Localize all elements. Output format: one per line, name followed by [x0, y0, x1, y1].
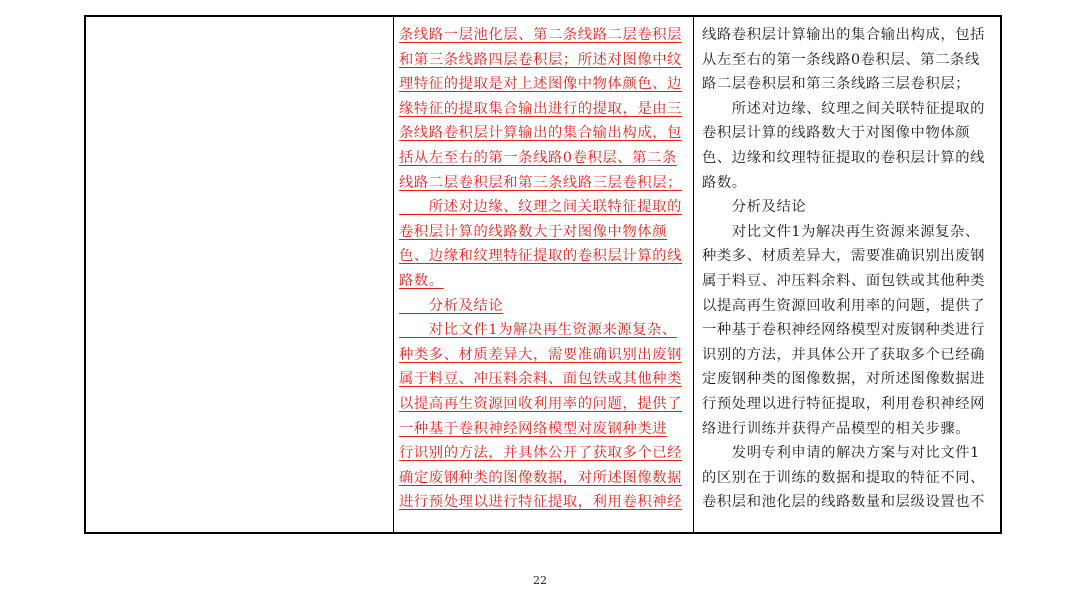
text-line: 括从左至右的第一条线路0卷积层、第二条 [399, 149, 677, 166]
text-line: 种类多、材质差异大，需要准确识别出废钢 [702, 248, 986, 265]
text-line: 卷积层和池化层的线路数量和层级设置也不 [702, 494, 986, 511]
text-line: 确定废钢种类的图像数据，对所述图像数据 [399, 469, 683, 486]
text-line: 卷积层计算的线路数大于对图像中物体颜 [399, 223, 668, 240]
text-line: 络进行训练并获得产品模型的相关步骤。 [702, 420, 971, 437]
page-number: 22 [533, 574, 547, 587]
text-line: 以提高再生资源回收利用率的问题，提供了 [399, 395, 683, 412]
left-empty-column [86, 17, 394, 532]
text-line: 定废钢种类的图像数据，对所述图像数据进 [702, 371, 986, 388]
text-line: 缘特征的提取集合输出进行的提取，是由三 [399, 100, 683, 117]
text-line: 色、边缘和纹理特征提取的卷积层计算的线 [399, 248, 683, 265]
text-line: 条线路卷积层计算输出的集合输出构成，包 [399, 125, 683, 142]
text-line: 行预处理以进行特征提取，利用卷积神经网 [702, 395, 986, 412]
text-line: 行识别的方法，并具体公开了获取多个已经 [399, 445, 683, 462]
text-line: 进行预处理以进行特征提取，利用卷积神经 [399, 494, 683, 511]
marked-up-claims-column [394, 17, 694, 532]
text-line: 以提高再生资源回收利用率的问题，提供了 [702, 297, 986, 314]
text-line: 分析及结论 [702, 199, 807, 216]
text-line: 种类多、材质差异大，需要准确识别出废钢 [399, 346, 683, 363]
text-line: 从左至右的第一条线路0卷积层、第二条线 [702, 51, 980, 68]
text-line: 所述对边缘、纹理之间关联特征提取的 [702, 100, 986, 117]
text-line: 分析及结论 [399, 297, 504, 314]
text-line: 线路二层卷积层和第三条线路三层卷积层； [399, 174, 683, 191]
text-line: 识别的方法，并具体公开了获取多个已经确 [702, 346, 986, 363]
text-line: 所述对边缘、纹理之间关联特征提取的 [399, 199, 683, 216]
text-line: 理特征的提取是对上述图像中物体颜色、边 [399, 76, 683, 93]
text-line: 路数。 [399, 272, 444, 289]
text-line: 发明专利申请的解决方案与对比文件1 [702, 445, 980, 462]
text-line: 路数。 [702, 174, 747, 191]
text-line: 和第三条线路四层卷积层；所述对图像中纹 [399, 51, 683, 68]
text-line: 线路卷积层计算输出的集合输出构成，包括 [702, 27, 986, 43]
text-line: 的区别在于训练的数据和提取的特征不同、 [702, 469, 986, 486]
text-line: 对比文件1为解决再生资源来源复杂、 [399, 322, 677, 339]
text-line: 卷积层计算的线路数大于对图像中物体颜 [702, 125, 971, 142]
text-line: 属于料豆、冲压料余料、面包铁或其他种类 [399, 371, 683, 388]
text-line: 路二层卷积层和第三条线路三层卷积层； [702, 76, 971, 93]
text-line: 属于料豆、冲压料余料、面包铁或其他种类 [702, 272, 986, 289]
text-line: 一种基于卷积神经网络模型对废钢种类进 [399, 420, 668, 437]
clean-claims-column [694, 17, 1000, 532]
text-line: 一种基于卷积神经网络模型对废钢种类进行 [702, 322, 986, 339]
text-line: 条线路一层池化层、第二条线路二层卷积层 [399, 27, 683, 43]
text-line: 对比文件1为解决再生资源来源复杂、 [702, 223, 980, 240]
text-line: 色、边缘和纹理特征提取的卷积层计算的线 [702, 149, 986, 166]
comparison-table [84, 15, 1002, 534]
